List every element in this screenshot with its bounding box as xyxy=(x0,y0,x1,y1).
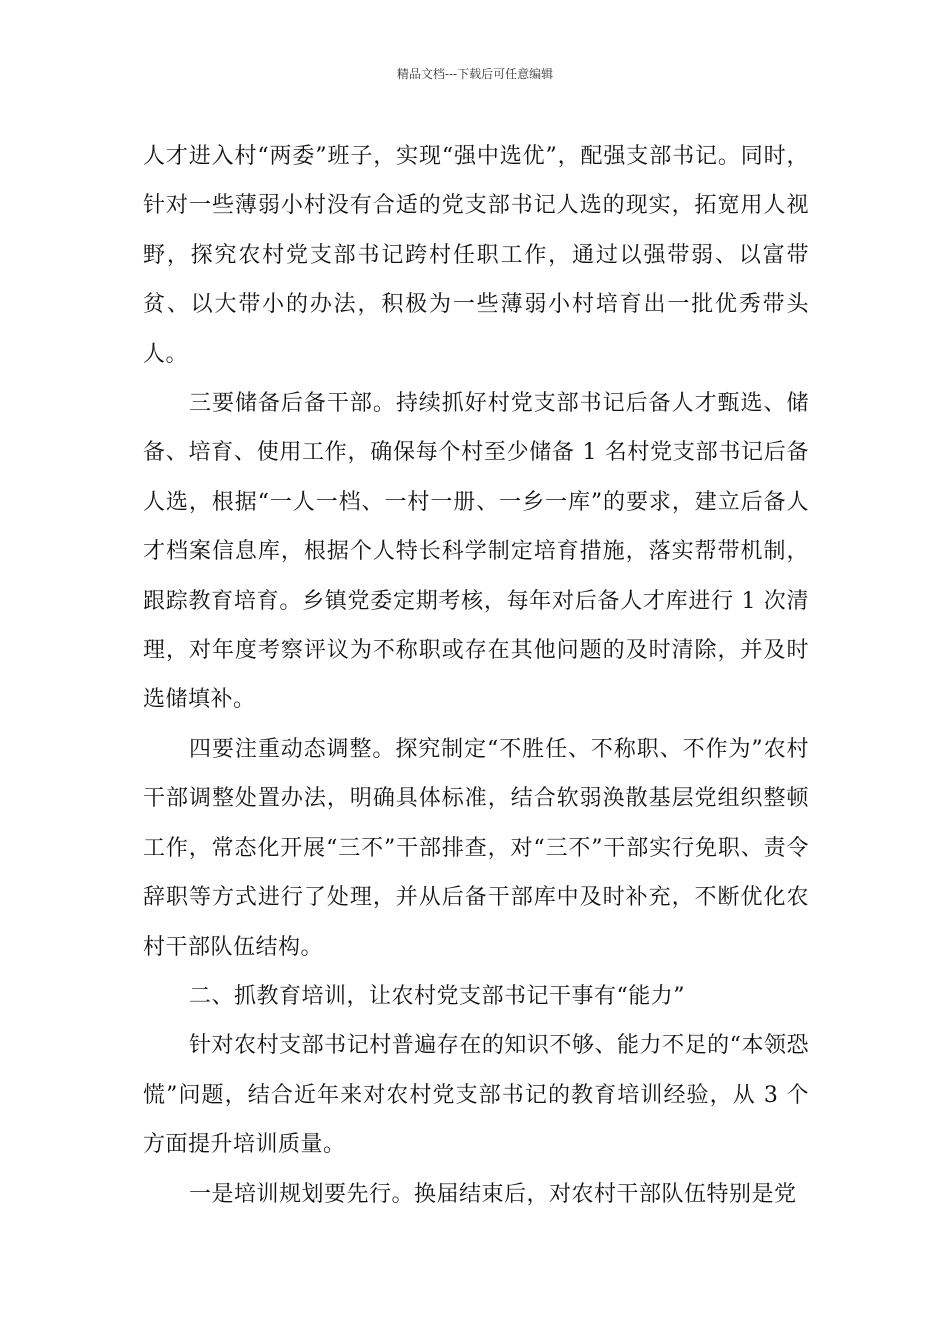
paragraph-continuation: 人才进入村“两委”班子，实现“强中选优”，配强支部书记。同时，针对一些薄弱小村没有合适的党支部书记人选的现实，拓宽用人视野，探究农村党支部书记跨村任职工作，通过以强带弱、以富带贫、以大带小的办法，积极为一些薄弱小村培育出一批优秀带头人。 xyxy=(143,144,809,367)
document-body xyxy=(143,132,809,1219)
paragraph-training-plan: 一是培训规划要先行。换届结束后，对农村干部队伍特别是党 xyxy=(189,1181,797,1207)
paragraph-training-intro: 针对农村支部书记村普遍存在的知识不够、能力不足的“本领恐慌”问题，结合近年来对农村党支部书记的教育培训经验，从 3 个方面提升培训质量。 xyxy=(143,1033,809,1158)
page-header: 精品文档---下载后可任意编辑 xyxy=(396,67,554,81)
section-heading-education-training: 二、抓教育培训，让农村党支部书记干事有“能力” xyxy=(189,983,685,1009)
paragraph-dynamic-adjustment: 四要注重动态调整。探究制定“不胜任、不称职、不作为”农村干部调整处置办法，明确具体标准，结合软弱涣散基层党组织整顿工作，常态化开展“三不”干部排查，对“三不”干部实行免职、责令辞职等方式进行了处理，并从后备干部库中及时补充，不断优化农村干部队伍结构。 xyxy=(143,736,809,960)
paragraph-reserve-cadres: 三要储备后备干部。持续抓好村党支部书记后备人才甄选、储备、培育、使用工作，确保每个村至少储备 1 名村党支部书记后备人选，根据“一人一档、一村一册、一乡一库”的要求，建立后备人才档案信息库，根据个人特长科学制定培育措施，落实帮带机制，跟踪教育培育。乡镇党委定期考核，每年对后备人才库进行 1 次清理，对年度考察评议为不称职或存在其他问题的及时清除，并及时选储填补。 xyxy=(143,391,809,713)
